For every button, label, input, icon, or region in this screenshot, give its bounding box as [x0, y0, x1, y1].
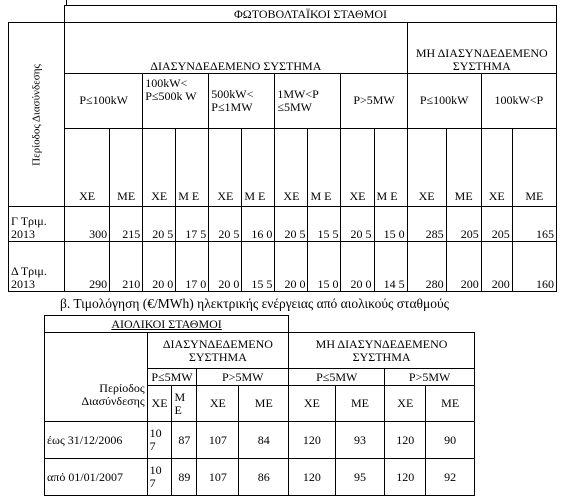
- value-cell: 17 0: [176, 242, 209, 292]
- value-cell: 20 0: [143, 242, 176, 292]
- value-cell: 86: [239, 459, 289, 496]
- value-cell: 93: [335, 422, 385, 459]
- value-cell: 120: [289, 459, 335, 496]
- sub-header: P≤5MW: [289, 369, 385, 386]
- value-cell: 95: [335, 459, 385, 496]
- value-cell: 14 5: [374, 242, 407, 292]
- column-header: Μ Ε: [172, 386, 197, 422]
- photovoltaic-tariff-table: [8, 5, 557, 292]
- column-header: ΧΕ: [65, 128, 110, 206]
- column-header: ΧΕ: [197, 386, 239, 422]
- period-header: Περίοδος Διασύνδεσης: [30, 63, 43, 166]
- sub-header: P>5MW: [341, 74, 407, 128]
- column-header: ΧΕ: [407, 128, 446, 206]
- value-cell: 300: [65, 207, 110, 242]
- column-header: ΧΕ: [341, 128, 374, 206]
- pv-header: ΦΩΤΟΒΟΛΤΑΪΚΟΙ ΣΤΑΘΜΟΙ: [65, 6, 557, 23]
- column-header: ΜΕ: [446, 128, 481, 206]
- value-cell: 20 0: [209, 242, 242, 292]
- value-cell: 107: [197, 422, 239, 459]
- value-cell: 84: [239, 422, 289, 459]
- nonconnected-system-header: ΜΗ ΔΙΑΣΥΝΔΕΔΕΜΕΝΟ ΣΥΣΤΗΜΑ: [289, 333, 475, 369]
- column-header: Μ Ε: [308, 128, 341, 206]
- column-header: ΧΕ: [385, 386, 426, 422]
- sub-header: P≤100kW: [65, 74, 143, 128]
- value-cell: 215: [110, 207, 143, 242]
- value-cell: 15 0: [308, 242, 341, 292]
- value-cell: 290: [65, 242, 110, 292]
- value-cell: 107: [197, 459, 239, 496]
- value-cell: 20 5: [341, 207, 374, 242]
- sub-header: P>5MW: [385, 369, 475, 386]
- sub-header: 100kW<P: [481, 74, 556, 128]
- value-cell: 16 0: [242, 207, 275, 242]
- value-cell: 15 5: [242, 242, 275, 292]
- wind-header-text: ΑΙΟΛΙΚΟΙ ΣΤΑΘΜΟΙ: [111, 316, 222, 331]
- value-cell: 120: [289, 422, 335, 459]
- wind-tariff-caption: β. Τιμολόγηση (€/MWh) ηλεκτρικής ενέργειας από αιολικούς σταθμούς: [60, 296, 450, 311]
- period-cell: από 01/01/2007: [45, 459, 148, 496]
- nonconnected-system-header: ΜΗ ΔΙΑΣΥΝΔΕΔΕΜΕΝΟ ΣΥΣΤΗΜΑ: [407, 23, 556, 74]
- sub-header: P>5MW: [197, 369, 289, 386]
- period-cell: έως 31/12/2006: [45, 422, 148, 459]
- value-cell: 165: [512, 207, 556, 242]
- connected-system-header: ΔΙΑΣΥΝΔΕΔΕΜΕΝΟ ΣΥΣΤΗΜΑ: [65, 23, 407, 74]
- sub-header: 100kW< P≤500k W: [143, 74, 209, 128]
- value-cell: 15 0: [374, 207, 407, 242]
- period-cell: Γ Τριμ. 2013: [9, 207, 65, 242]
- value-cell: 210: [110, 242, 143, 292]
- period-header-cell: [9, 23, 65, 207]
- wind-header: [45, 316, 289, 333]
- value-cell: 10 7: [147, 422, 172, 459]
- column-header: ΧΕ: [275, 128, 308, 206]
- column-header: Μ Ε: [374, 128, 407, 206]
- column-header: ΜΕ: [512, 128, 556, 206]
- sub-header: P≤100kW: [407, 74, 481, 128]
- period-header: Περίοδος Διασύνδεσης: [45, 369, 148, 422]
- value-cell: 90: [426, 422, 475, 459]
- column-header: ΜΕ: [239, 386, 289, 422]
- value-cell: 200: [481, 242, 512, 292]
- value-cell: 120: [385, 459, 426, 496]
- value-cell: 92: [426, 459, 475, 496]
- value-cell: 17 5: [176, 207, 209, 242]
- value-cell: 280: [407, 242, 446, 292]
- value-cell: 205: [481, 207, 512, 242]
- value-cell: 10 7: [147, 459, 172, 496]
- column-header: ΧΕ: [289, 386, 335, 422]
- column-header: ΜΕ: [335, 386, 385, 422]
- value-cell: 20 5: [143, 207, 176, 242]
- sub-header: P≤5MW: [147, 369, 197, 386]
- wind-tariff-table: [44, 315, 475, 496]
- column-header: ΧΕ: [481, 128, 512, 206]
- column-header: ΧΕ: [147, 386, 172, 422]
- value-cell: 87: [172, 422, 197, 459]
- value-cell: 205: [446, 207, 481, 242]
- value-cell: 15 5: [308, 207, 341, 242]
- value-cell: 285: [407, 207, 446, 242]
- period-cell: Δ Τριμ. 2013: [9, 242, 65, 292]
- value-cell: 89: [172, 459, 197, 496]
- column-header: Μ Ε: [242, 128, 275, 206]
- column-header: ΜΕ: [426, 386, 475, 422]
- sub-header: 500kW< P≤1MW: [209, 74, 275, 128]
- value-cell: 200: [446, 242, 481, 292]
- value-cell: 160: [512, 242, 556, 292]
- value-cell: 20 5: [209, 207, 242, 242]
- sub-header: 1MW<P ≤5MW: [275, 74, 341, 128]
- connected-system-header: ΔΙΑΣΥΝΔΕΔΕΜΕΝΟ ΣΥΣΤΗΜΑ: [147, 333, 289, 369]
- column-header: ΜΕ: [110, 128, 143, 206]
- column-header: Μ Ε: [176, 128, 209, 206]
- column-header: ΧΕ: [209, 128, 242, 206]
- value-cell: 20 0: [341, 242, 374, 292]
- value-cell: 20 0: [275, 242, 308, 292]
- value-cell: 120: [385, 422, 426, 459]
- value-cell: 20 5: [275, 207, 308, 242]
- column-header: ΧΕ: [143, 128, 176, 206]
